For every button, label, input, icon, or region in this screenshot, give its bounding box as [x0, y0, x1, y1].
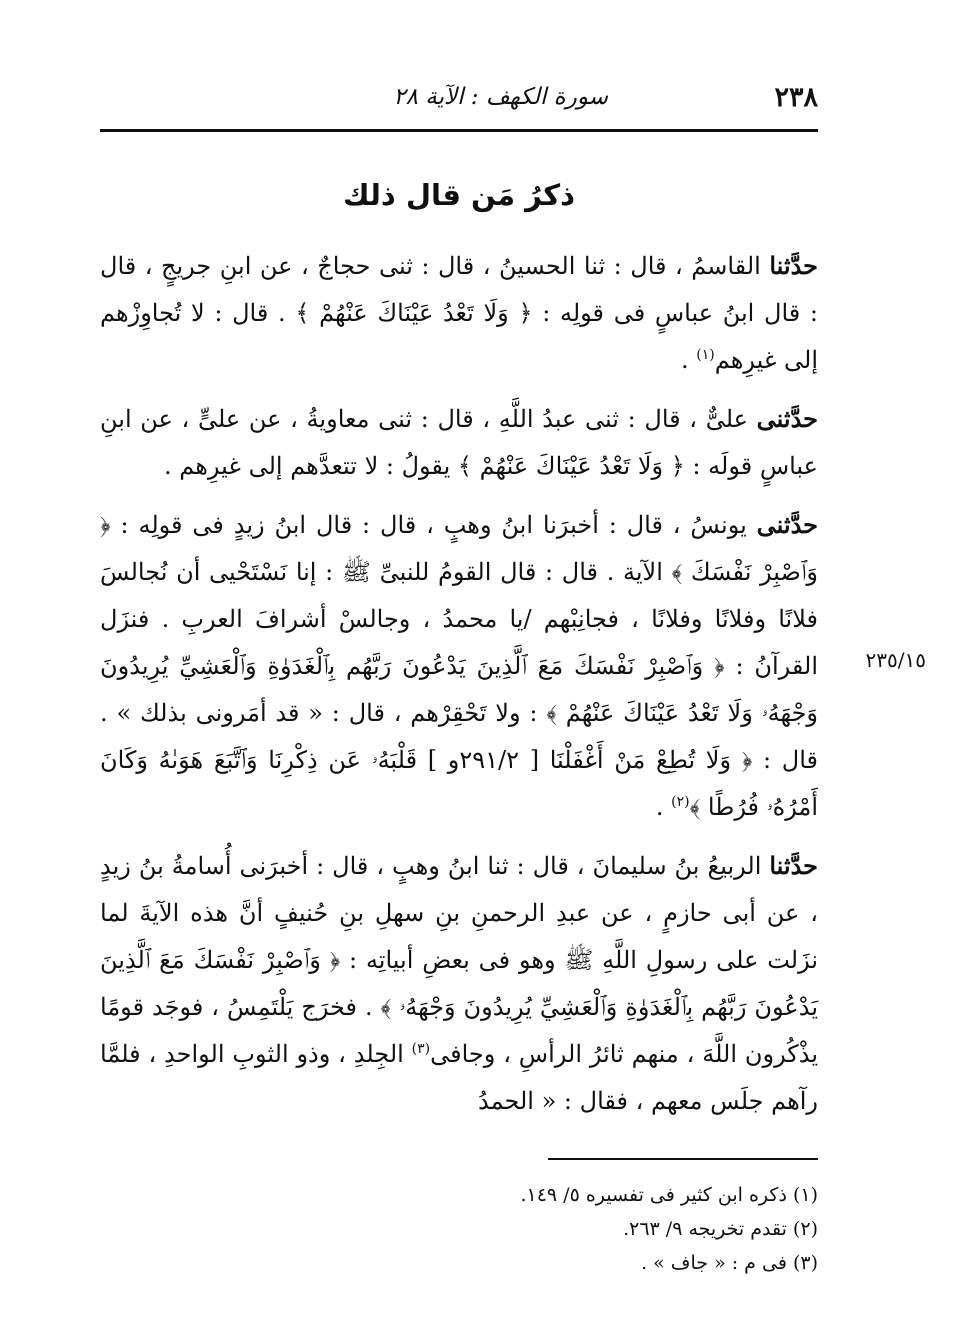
paragraph-text: يقولُ : لا تتعدَّهم إلى غيرِهم .: [164, 452, 458, 480]
paragraph-2: [100, 395, 818, 490]
paragraph-3: [100, 501, 818, 831]
footnote-item: (٢) تقدم تخريجه ٩/ ٢٦٣.: [623, 1218, 818, 1240]
paragraph-text: . قال : لا تُجاوِزْهم إلى غيرِهم: [100, 299, 818, 374]
paragraph-text: .: [655, 793, 672, 821]
quran-quote: ﴿ وَٱصْبِرْ نَفْسَكَ مَعَ ٱلَّذِينَ يَدْعُونَ رَبَّهُم بِٱلْغَدَوٰةِ وَٱلْعَشِيِّ يُرِيدُونَ وَجْهَهُۥ ﴾: [100, 946, 818, 1021]
narration-lead: حدَّثنا: [769, 251, 818, 280]
footnote-rule: [548, 1158, 818, 1160]
paragraph-text: القاسمُ ، قال : ثنا الحسينُ ، قال : ثنى حجاجٌ ، عن ابنِ جريجٍ ، قال : قال ابنُ عباسٍ فى قولِه :: [100, 252, 819, 327]
paragraph-text: .: [680, 346, 697, 374]
quran-quote: ﴿ وَلَا تَعْدُ عَيْنَاكَ عَنْهُمْ ﴾: [295, 299, 533, 327]
paragraph-1: [100, 242, 818, 384]
paragraph-4: [100, 842, 818, 1125]
running-title: سورة الكهف : الآية ٢٨: [393, 84, 608, 110]
quran-quote: ﴿ وَلَا تُطِعْ مَنْ أَغْفَلْنَا [ ٢٩١/٢و ] قَلْبَهُۥ عَن ذِكْرِنَا وَٱتَّبَعَ هَوَىٰهُ وَكَانَ أَمْرُهُۥ فُرُطًا ﴾: [100, 746, 818, 821]
section-heading: ذكرُ مَن قال ذلك: [343, 178, 575, 212]
margin-page-reference: ٢٣٥/١٥: [865, 648, 926, 672]
paragraph-text: الآية . قال : قال القومُ للنبىِّ ﷺ : إنا نَسْتَحْيى أن نُجالسَ فلانًا وفلانًا وفلانًا ، فجانِبْهم /يا محمدُ ، وجالسْ أشرافَ العربِ . فنزَل القرآنُ :: [100, 558, 819, 680]
quran-quote: ﴿ وَٱصْبِرْ نَفْسَكَ ﴾: [100, 511, 819, 586]
narration-lead: حدَّثنى: [756, 510, 818, 539]
narration-lead: حدَّثنا: [769, 851, 818, 880]
page-number: ٢٣٨: [774, 82, 818, 113]
paragraph-text: . فخرَج يَلْتَمِسُ ، فوجَد قومًا يذْكُرون اللَّهَ ، منهم ثائرُ الرأسِ ، وجافى: [100, 993, 819, 1068]
footnote-marker[interactable]: (٢): [671, 794, 690, 810]
quran-quote: ﴿ وَٱصْبِرْ نَفْسَكَ مَعَ ٱلَّذِينَ يَدْعُونَ رَبَّهُم بِٱلْغَدَوٰةِ وَٱلْعَشِيِّ يُرِيدُونَ وَجْهَهُۥ وَلَا تَعْدُ عَيْنَاكَ عَنْهُمْ ﴾: [100, 652, 819, 727]
paragraph-text: : ولا تَحْقِرْهم ، قال : « قد أمَرونى بذلك » . قال :: [100, 699, 819, 774]
paragraph-text: يونسُ ، قال : أخبرَنا ابنُ وهبٍ ، قال : قال ابنُ زيدٍ فى قولِه :: [110, 511, 757, 539]
footnotes: [100, 1178, 818, 1280]
paragraph-text: الجِلدِ ، وذو الثوبِ الواحدِ ، فلمَّا رآهم جلَس معهم ، فقال : « الحمدُ: [100, 1040, 818, 1115]
body-text: [100, 242, 818, 1136]
quran-quote: ﴿ وَلَا تَعْدُ عَيْنَاكَ عَنْهُمْ ﴾: [457, 452, 685, 480]
header-rule: [100, 129, 818, 132]
paragraph-text: الربيعُ بنُ سليمانَ ، قال : ثنا ابنُ وهبٍ ، قال : أخبرَنى أُسامةُ بنُ زيدٍ ، عن أبى حازمٍ ، عن عبدِ الرحمنِ بنِ سهلِ بنِ حُنيفٍ أنَّ هذه الآيةَ لما نزَلت على رسولِ اللَّهِ ﷺ وهو فى بعضِ أبياتِه :: [100, 852, 818, 974]
paragraph-text: علىٌّ ، قال : ثنى عبدُ اللَّهِ ، قال : ثنى معاويةُ ، عن علىٍّ ، عن ابنِ عباسٍ قولَه :: [100, 405, 818, 480]
footnote-marker[interactable]: (٣): [411, 1041, 431, 1057]
footnote-marker[interactable]: (١): [696, 347, 715, 363]
footnote-item: (١) ذكره ابن كثير فى تفسيره ٥/ ١٤٩.: [520, 1184, 818, 1206]
running-header: [100, 78, 818, 128]
footnote-item: (٣) فى م : « جاف » .: [641, 1252, 818, 1274]
narration-lead: حدَّثنى: [756, 404, 818, 433]
